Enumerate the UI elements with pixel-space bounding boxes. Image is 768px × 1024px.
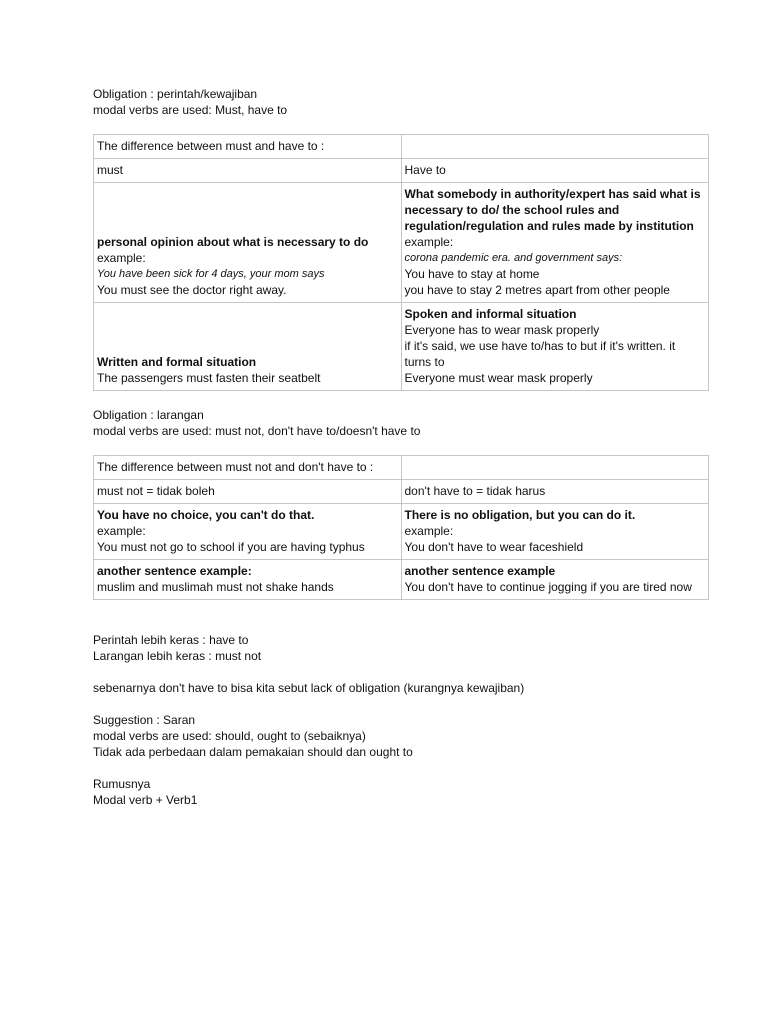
italic-context: You have been sick for 4 days, your mom says: [97, 268, 325, 280]
must-not-vs-dont-have-to-table: [93, 455, 709, 600]
bold-heading: You have no choice, you can't do that.: [97, 508, 315, 522]
table-cell: [94, 560, 402, 600]
table-cell: don't have to = tidak harus: [401, 480, 709, 504]
table-cell: [401, 504, 709, 560]
modal-verbs-line: modal verbs are used: Must, have to: [93, 103, 288, 117]
table-cell: The difference between must and have to :: [94, 135, 402, 159]
section-heading: Rumusnya: [93, 777, 151, 791]
example-sentence: muslim and muslimah must not shake hands: [97, 580, 334, 594]
example-sentence: You must not go to school if you are having typhus: [97, 540, 365, 554]
table-cell: [401, 135, 709, 159]
bold-heading: Written and formal situation: [97, 355, 257, 369]
section-heading: Obligation : larangan: [93, 408, 204, 422]
bold-heading: Spoken and informal situation: [404, 307, 577, 321]
example-sentence: You have to stay at home: [404, 267, 540, 281]
table-cell: The difference between must not and don't have to :: [94, 456, 402, 480]
note-line: Perintah lebih keras : have to: [93, 633, 249, 647]
example-label: example:: [404, 235, 454, 249]
example-label: example:: [404, 524, 454, 538]
table-row: [94, 159, 709, 183]
table-cell: must not = tidak boleh: [94, 480, 402, 504]
table-cell: [401, 456, 709, 480]
modal-verbs-line: modal verbs are used: should, ought to (sebaiknya): [93, 729, 366, 743]
example-sentence: Everyone has to wear mask properly: [404, 323, 600, 337]
italic-context: corona pandemic era. and government says:: [404, 252, 623, 264]
bold-heading: There is no obligation, but you can do it.: [404, 508, 636, 522]
bold-heading: another sentence example:: [97, 564, 252, 578]
bold-heading: another sentence example: [404, 564, 556, 578]
section-obligation-perintah: [93, 86, 709, 118]
table-row: [94, 504, 709, 560]
example-label: example:: [97, 251, 146, 265]
table-cell: [94, 504, 402, 560]
section-heading: Obligation : perintah/kewajiban: [93, 87, 258, 101]
example-sentence: Everyone must wear mask properly: [404, 371, 593, 385]
table-row: [94, 303, 709, 391]
section-heading: Suggestion : Saran: [93, 713, 196, 727]
bold-heading: personal opinion about what is necessary to do: [97, 235, 369, 249]
section-obligation-larangan: [93, 407, 709, 439]
section-suggestion: [93, 712, 709, 760]
table-row: [94, 560, 709, 600]
table-cell: Have to: [401, 159, 709, 183]
notes-block: [93, 632, 709, 664]
table-row: [94, 480, 709, 504]
document-page: [93, 86, 709, 808]
formula-line: Modal verb + Verb1: [93, 793, 198, 807]
table-cell: [401, 303, 709, 391]
table-cell: [94, 183, 402, 303]
modal-verbs-line: modal verbs are used: must not, don't have to/doesn't have to: [93, 424, 421, 438]
example-sentence: you have to stay 2 metres apart from other people: [404, 283, 670, 297]
example-sentence: You don't have to continue jogging if you are tired now: [404, 580, 692, 594]
table-row: [94, 456, 709, 480]
example-sentence: The passengers must fasten their seatbelt: [97, 371, 321, 385]
table-cell: must: [94, 159, 402, 183]
lack-of-obligation-note: [93, 680, 709, 696]
note-line: sebenarnya don't have to bisa kita sebut lack of obligation (kurangnya kewajiban): [93, 681, 525, 695]
note-line: Tidak ada perbedaan dalam pemakaian should dan ought to: [93, 745, 413, 759]
must-vs-have-to-table: [93, 134, 709, 391]
example-label: example:: [97, 524, 146, 538]
table-cell: [94, 303, 402, 391]
table-cell: [401, 183, 709, 303]
table-row: [94, 135, 709, 159]
bold-heading: What somebody in authority/expert has said what is necessary to do/ the school rules and regulation/regulation and rules made by institution: [404, 187, 701, 233]
table-row: [94, 183, 709, 303]
example-sentence: You must see the doctor right away.: [97, 283, 287, 297]
table-cell: [401, 560, 709, 600]
section-formula: [93, 776, 709, 808]
explanation-text: if it's said, we use have to/has to but if it's written. it turns to: [404, 339, 676, 369]
example-sentence: You don't have to wear faceshield: [404, 540, 584, 554]
note-line: Larangan lebih keras : must not: [93, 649, 262, 663]
